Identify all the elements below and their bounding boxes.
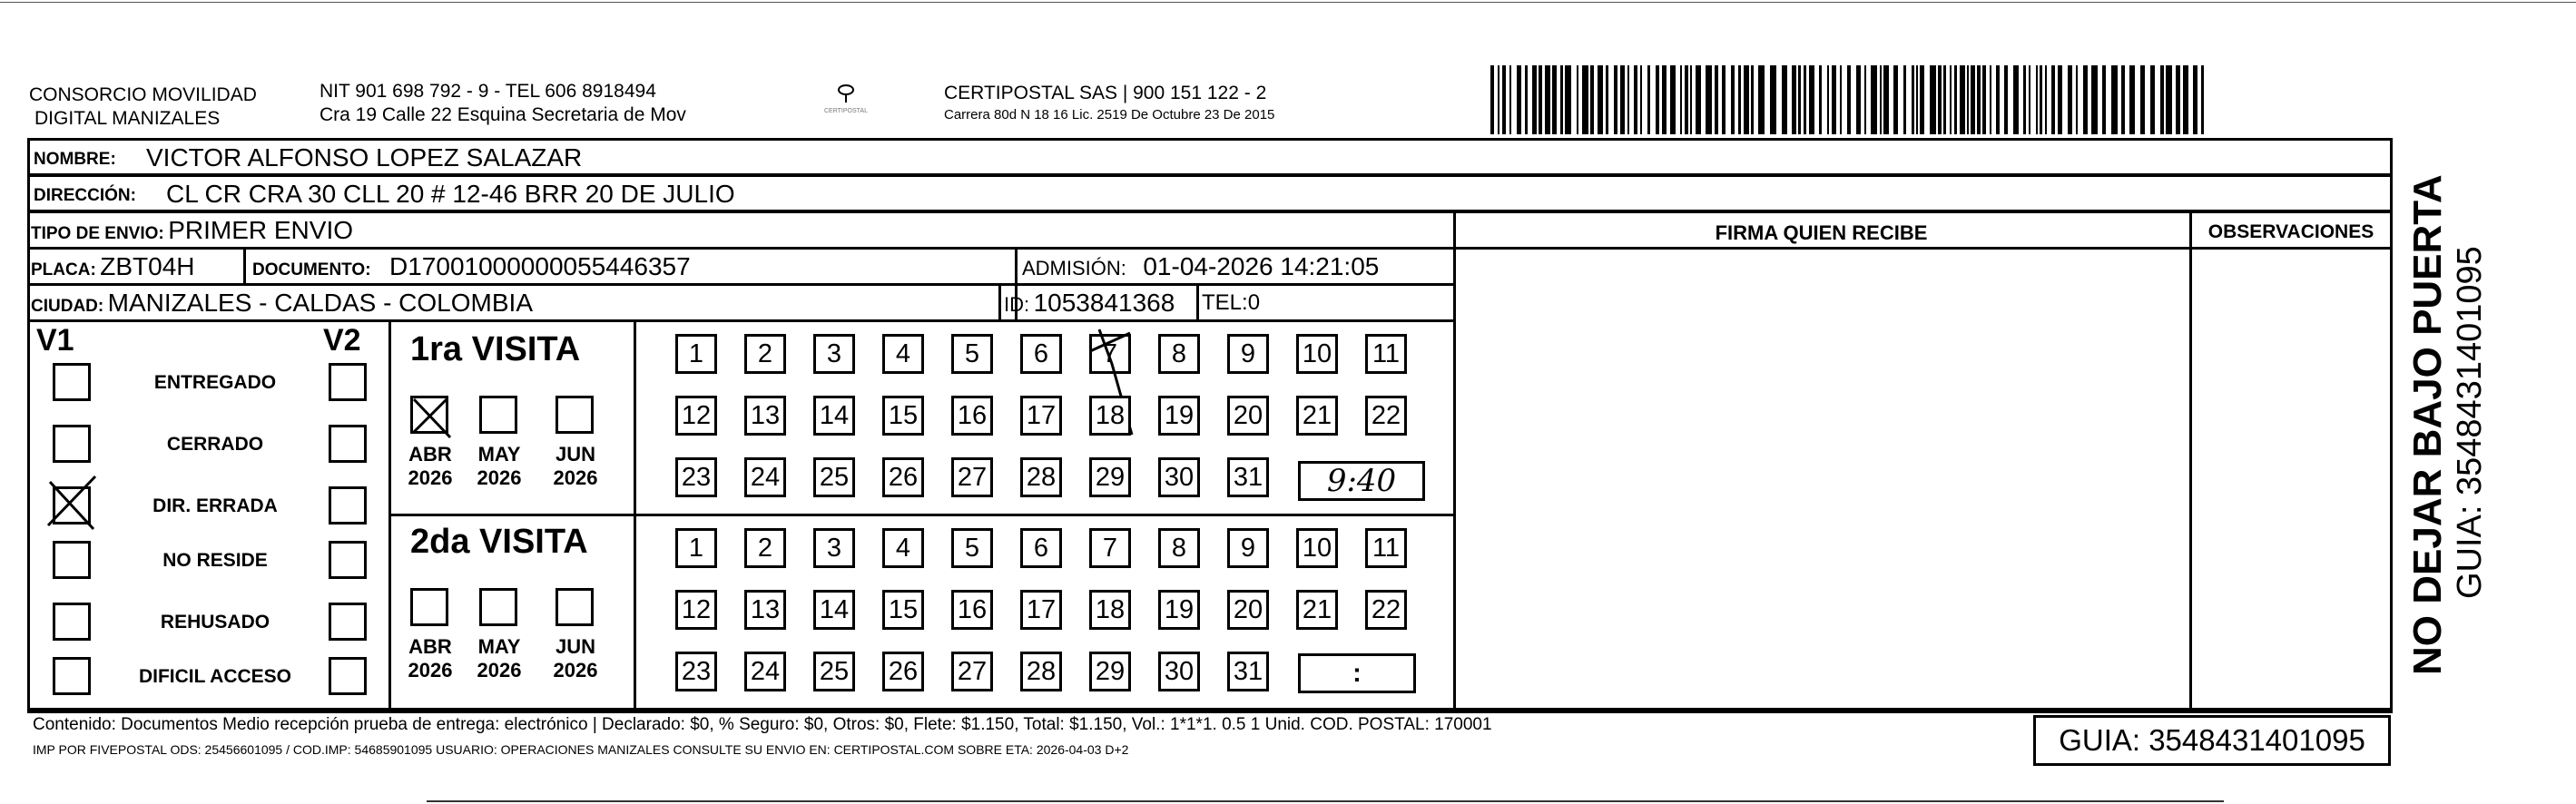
day-cell[interactable]: 24 [744,457,786,497]
day-cell[interactable]: 12 [675,396,717,436]
day-cell[interactable]: 18 [1089,396,1131,436]
day-cell[interactable]: 11 [1365,528,1407,568]
barcode-bar [2013,65,2019,134]
barcode-bar [1502,65,1506,134]
day-cell[interactable]: 21 [1296,396,1338,436]
divider [27,708,2393,711]
barcode-bar [2150,65,2155,134]
visit2-time-box[interactable] [1298,653,1416,693]
v1-checkbox[interactable] [53,363,91,401]
barcode-bar [1903,65,1906,134]
divider [1196,283,1199,319]
day-cell[interactable]: 1 [675,528,717,568]
company-line-1: CONSORCIO MOVILIDAD [29,84,257,105]
divider [27,247,1456,250]
barcode-bar [1996,65,2000,134]
tipo-value: PRIMER ENVIO [168,216,354,244]
day-cell[interactable]: 30 [1158,457,1200,497]
month-checkbox[interactable] [556,396,594,434]
barcode-bar [1827,65,1829,134]
direccion-value: CL CR CRA 30 CLL 20 # 12-46 BRR 20 DE JULIO [166,180,735,208]
direccion-row [27,174,2393,212]
courier-line-1: CERTIPOSTAL SAS | 900 151 122 - 2 [944,83,1267,103]
barcode-bar [1498,65,1499,134]
barcode-bar [1680,65,1682,134]
v1-checkbox[interactable] [53,657,91,695]
day-cell[interactable]: 21 [1296,590,1338,630]
day-cell[interactable]: 20 [1227,590,1269,630]
barcode-bar [2051,65,2055,134]
month-checkbox[interactable] [479,588,517,626]
nombre-label: NOMBRE: [34,150,116,169]
divider [243,247,246,283]
barcode-bar [2023,65,2026,134]
barcode-bar [2083,65,2088,134]
visit1-time-box[interactable] [1298,461,1425,501]
day-cell[interactable]: 22 [1365,396,1407,436]
barcode-bar [1517,65,1521,134]
day-cell[interactable]: 31 [1227,652,1269,691]
day-cell[interactable]: 24 [744,652,786,691]
v2-checkbox[interactable] [329,486,367,525]
barcode-bar [1560,65,1563,134]
day-cell[interactable]: 7 [1089,528,1131,568]
barcode-bar [1647,65,1650,134]
check-mark-icon [50,480,88,518]
barcode-bar [1912,65,1914,134]
tipo-envio [31,216,353,245]
barcode-bar [1577,65,1578,134]
ciudad-value: MANIZALES - CALDAS - COLOMBIA [107,289,533,317]
day-cell[interactable]: 27 [951,652,993,691]
divider [998,283,1001,319]
barcode-bar [1792,65,1796,134]
barcode-bar [1840,65,1842,134]
barcode-bar [1670,65,1676,134]
barcode-bar [1509,65,1511,134]
barcode-bar [1731,65,1735,134]
visit2-time-placeholder: : [1352,658,1362,688]
company-name [29,83,257,131]
barcode-bar [1880,65,1882,134]
divider [2189,211,2192,708]
footer-contenido: Contenido: Documentos Medio recepción prueba de entrega: electrónico | Declarado: $0, % Seguro: $0, Otros: $0, Flete: $1.150, Total: $1.150, Vol.: 1*1*1. 0.5 1 Unid. COD. POSTAL: 170001 [33,715,1492,734]
barcode-bar [1696,65,1701,134]
day-cell[interactable]: 31 [1227,457,1269,497]
day-cell[interactable]: 16 [951,396,993,436]
courier-logo-icon [835,83,857,103]
day-cell[interactable]: 11 [1365,334,1407,374]
barcode [1490,65,2207,134]
month-checkbox[interactable] [410,588,448,626]
day-cell[interactable]: 25 [813,652,855,691]
barcode-bar [1582,65,1588,134]
day-cell[interactable]: 25 [813,457,855,497]
visit1-title: 1ra VISITA [410,330,581,368]
barcode-bar [1690,65,1692,134]
barcode-bar [1525,65,1528,134]
day-cell[interactable]: 29 [1089,457,1131,497]
day-cell[interactable]: 1 [675,334,717,374]
day-cell[interactable]: 10 [1296,528,1338,568]
barcode-bar [1640,65,1642,134]
barcode-bar [1627,65,1629,134]
day-cell[interactable]: 2 [744,528,786,568]
barcode-bar [1943,65,1946,134]
barcode-bar [2040,65,2042,134]
day-cell[interactable]: 27 [951,457,993,497]
documento-label: DOCUMENTO: [252,260,371,279]
v2-checkbox[interactable] [329,657,367,695]
id-field [1004,289,1175,318]
day-cell[interactable]: 28 [1020,652,1062,691]
barcode-bar [2004,65,2008,134]
id-value: 1053841368 [1033,289,1175,317]
divider [27,319,1456,322]
pen-mark-icon [1085,328,1139,391]
tipo-label: TIPO DE ENVIO: [31,224,164,243]
no-dejar-warning: NO DEJAR BAJO PUERTA [2405,174,2450,675]
ciudad-label: CIUDAD: [31,297,104,316]
day-cell[interactable]: 7 [1089,334,1131,374]
status-label: DIR. ERRADA [152,495,278,516]
barcode-bar [2045,65,2047,134]
barcode-bar [1960,65,1965,134]
admision-value: 01-04-2026 14:21:05 [1143,252,1380,280]
status-label: REHUSADO [160,612,270,632]
day-cell[interactable]: 28 [1020,457,1062,497]
barcode-bar [2201,65,2204,134]
barcode-bar [1967,65,1969,134]
barcode-bar [1938,65,1942,134]
month-label: MAY 2026 [477,635,522,681]
barcode-bar [2183,65,2188,134]
day-cell[interactable]: 23 [675,457,717,497]
tel-label: TEL: [1202,290,1248,315]
barcode-bar [1545,65,1550,134]
nombre-row [27,138,2393,176]
day-cell[interactable]: 23 [675,652,717,691]
month-label: JUN 2026 [553,635,598,681]
status-label: CERRADO [166,434,264,455]
month-label: JUN 2026 [553,443,598,489]
day-cell[interactable]: 9 [1227,334,1269,374]
month-checkbox[interactable] [556,588,594,626]
barcode-bar [1864,65,1866,134]
day-cell[interactable]: 10 [1296,334,1338,374]
status-label: ENTREGADO [153,372,277,393]
day-cell[interactable]: 4 [882,528,924,568]
barcode-bar [1706,65,1712,134]
barcode-bar [2102,65,2106,134]
v2-checkbox[interactable] [329,603,367,641]
barcode-bar [2058,65,2062,134]
barcode-bar [1893,65,1898,134]
visit1-handwritten-time: 9:40 [1326,463,1397,499]
barcode-bar [1552,65,1557,134]
admision [1022,252,1379,281]
guia-box [2033,715,2391,766]
barcode-bar [2166,65,2172,134]
barcode-bar [1751,65,1754,134]
barcode-bar [1490,65,1494,134]
day-cell[interactable]: 5 [951,334,993,374]
barcode-bar [1685,65,1688,134]
day-cell[interactable]: 19 [1158,396,1200,436]
direccion-label: DIRECCIÓN: [34,186,136,205]
barcode-bar [1590,65,1594,134]
day-cell[interactable]: 9 [1227,528,1269,568]
day-cell[interactable]: 8 [1158,528,1200,568]
barcode-bar [2140,65,2145,134]
day-cell[interactable]: 13 [744,590,786,630]
placa-label: PLACA: [31,260,96,279]
status-label: DIFICIL ACCESO [138,666,291,687]
id-label: ID: [1004,293,1030,316]
barcode-bar [1656,65,1659,134]
check-mark-icon [410,396,448,434]
day-cell[interactable]: 3 [813,528,855,568]
day-cell[interactable]: 6 [1020,334,1062,374]
barcode-bar [2176,65,2180,134]
company-contact [320,80,686,127]
v2-label: V2 [323,323,361,358]
month-label: MAY 2026 [477,443,522,489]
barcode-bar [2068,65,2072,134]
side-guia: GUIA: 3548431401095 [2451,246,2489,599]
month-label: ABR 2026 [408,443,453,489]
barcode-bar [1990,65,1991,134]
barcode-bar [1871,65,1877,134]
barcode-bar [1977,65,1981,134]
barcode-bar [1606,65,1608,134]
month-checkbox[interactable] [410,396,448,434]
barcode-bar [1539,65,1542,134]
v2-checkbox[interactable] [329,541,367,579]
barcode-bar [1982,65,1986,134]
barcode-bar [1930,65,1936,134]
barcode-bar [1832,65,1836,134]
day-cell[interactable]: 12 [675,590,717,630]
placa-value: ZBT04H [100,252,195,280]
barcode-bar [1916,65,1918,134]
tel-field [1202,290,1260,316]
barcode-bar [1847,65,1851,134]
day-cell[interactable]: 5 [951,528,993,568]
day-cell[interactable]: 30 [1158,652,1200,691]
v1-checkbox[interactable] [53,541,91,579]
barcode-bar [1614,65,1617,134]
firma-label: FIRMA QUIEN RECIBE [1715,221,1928,244]
courier-line-2: Carrera 80d N 18 16 Lic. 2519 De Octubre 23 De 2015 [944,107,1275,123]
barcode-bar [2036,65,2038,134]
barcode-bar [1883,65,1889,134]
company-line-2: DIGITAL MANIZALES [34,108,221,129]
observaciones-label: OBSERVACIONES [2207,221,2374,242]
day-cell[interactable]: 16 [951,590,993,630]
v2-checkbox[interactable] [329,425,367,463]
barcode-bar [1744,65,1749,134]
day-cell[interactable]: 29 [1089,652,1131,691]
barcode-bar [1920,65,1924,134]
day-cell[interactable]: 3 [813,334,855,374]
day-cell[interactable]: 15 [882,396,924,436]
month-checkbox[interactable] [479,396,517,434]
v2-checkbox[interactable] [329,363,367,401]
barcode-bar [1782,65,1787,134]
day-cell[interactable]: 6 [1020,528,1062,568]
day-cell[interactable]: 14 [813,590,855,630]
status-label: NO RESIDE [162,550,268,571]
courier-info [944,82,1274,123]
day-cell[interactable]: 19 [1158,590,1200,630]
day-cell[interactable]: 17 [1020,590,1062,630]
month-label: ABR 2026 [408,635,453,681]
barcode-bar [1758,65,1765,134]
visit2-title: 2da VISITA [410,523,588,561]
documento [252,252,691,281]
barcode-bar [1620,65,1625,134]
barcode-bar [1950,65,1952,134]
barcode-bar [2111,65,2118,134]
lower-frame [27,211,2393,713]
barcode-bar [1770,65,1776,134]
barcode-bar [1598,65,1603,134]
barcode-bar [2129,65,2135,134]
barcode-bar [1565,65,1571,134]
courier-logo [817,83,875,114]
barcode-bar [1798,65,1801,134]
barcode-bar [1722,65,1726,134]
v1-checkbox[interactable] [53,486,91,525]
barcode-bar [1662,65,1667,134]
guia-box-value: GUIA: 3548431401095 [2059,723,2365,757]
address-line: Cra 19 Calle 22 Esquina Secretaria de Mov [320,104,686,125]
tel-value: 0 [1247,290,1261,315]
day-cell[interactable]: 20 [1227,396,1269,436]
admision-label: ADMISIÓN: [1022,257,1126,279]
barcode-bar [2121,65,2125,134]
barcode-bar [1809,65,1814,134]
divider [1453,211,1456,708]
barcode-bar [2193,65,2197,134]
day-cell[interactable]: 26 [882,652,924,691]
ciudad [31,289,533,318]
day-cell[interactable]: 4 [882,334,924,374]
scan-edge-line [0,2,2576,3]
day-cell[interactable]: 26 [882,457,924,497]
barcode-bar [1532,65,1537,134]
barcode-bar [2160,65,2164,134]
barcode-bar [1738,65,1741,134]
scan-edge-line [427,800,2224,802]
barcode-bar [2091,65,2098,134]
v1-checkbox[interactable] [53,425,91,463]
divider [1453,247,2390,250]
v1-label: V1 [36,323,74,358]
barcode-bar [2076,65,2078,134]
day-cell[interactable]: 13 [744,396,786,436]
nombre-value: VICTOR ALFONSO LOPEZ SALAZAR [146,143,583,172]
barcode-bar [1954,65,1957,134]
day-cell[interactable]: 8 [1158,334,1200,374]
placa [31,252,194,281]
barcode-bar [1856,65,1861,134]
barcode-bar [1819,65,1822,134]
barcode-bar [1971,65,1975,134]
nit-line: NIT 901 698 792 - 9 - TEL 606 8918494 [320,81,656,102]
day-cell[interactable]: 15 [882,590,924,630]
day-cell[interactable]: 18 [1089,590,1131,630]
day-cell[interactable]: 22 [1365,590,1407,630]
day-cell[interactable]: 14 [813,396,855,436]
barcode-bar [1715,65,1718,134]
footer-imp: IMP POR FIVEPOSTAL ODS: 25456601095 / COD.IMP: 54685901095 USUARIO: OPERACIONES MANIZALES CONSULTE SU ENVIO EN: CERTIPOSTAL.COM SOBRE ETA: 2026-04-03 D+2 [33,742,1129,757]
v1-checkbox[interactable] [53,603,91,641]
divider [27,283,1456,286]
divider [388,514,1456,516]
documento-value: D17001000000055446357 [389,252,691,280]
day-cell[interactable]: 2 [744,334,786,374]
day-cell[interactable]: 17 [1020,396,1062,436]
barcode-bar [2029,65,2030,134]
barcode-bar [1634,65,1637,134]
logo-caption: CERTIPOSTAL [824,108,868,114]
barcode-bar [1804,65,1806,134]
